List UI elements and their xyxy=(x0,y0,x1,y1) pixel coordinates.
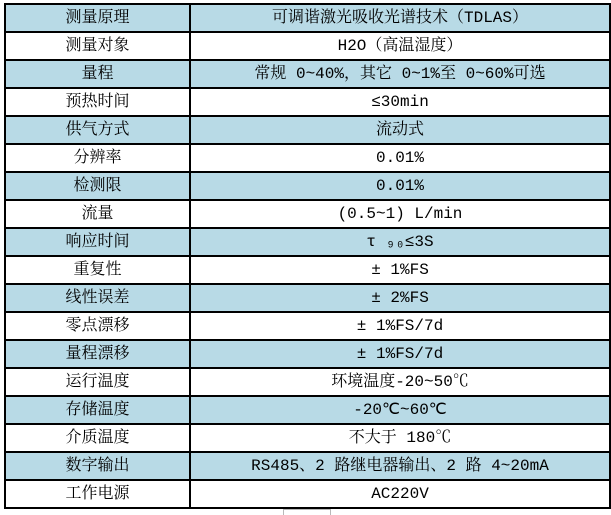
spec-value: -20℃~60℃ xyxy=(190,396,610,424)
table-row xyxy=(5,396,610,424)
spec-value: 不大于 180℃ xyxy=(190,424,610,452)
table-row xyxy=(5,32,610,60)
spec-label: 响应时间 xyxy=(5,228,190,256)
spec-value: ± 1%FS/7d xyxy=(190,340,610,368)
table-row xyxy=(5,144,610,172)
table-row xyxy=(5,480,610,508)
table-row xyxy=(5,284,610,312)
spec-value: ± 1%FS/7d xyxy=(190,312,610,340)
table-row xyxy=(5,452,610,480)
table-row xyxy=(5,256,610,284)
spec-value: RS485、2 路继电器输出、2 路 4~20mA xyxy=(190,452,610,480)
spec-value: 环境温度-20~50℃ xyxy=(190,368,610,396)
table-row xyxy=(5,312,610,340)
table-row xyxy=(5,424,610,452)
spec-label: 运行温度 xyxy=(5,368,190,396)
table-row xyxy=(5,116,610,144)
table-row xyxy=(5,88,610,116)
spec-value: τ ₉₀≤3S xyxy=(190,228,610,256)
spec-value: ± 1%FS xyxy=(190,256,610,284)
spec-value: 流动式 xyxy=(190,116,610,144)
table-row xyxy=(5,172,610,200)
table-row xyxy=(5,340,610,368)
spec-label: 零点漂移 xyxy=(5,312,190,340)
spec-value: H2O（高温湿度） xyxy=(190,32,610,60)
spec-value: (0.5~1) L/min xyxy=(190,200,610,228)
spec-label: 供气方式 xyxy=(5,116,190,144)
spec-label: 线性误差 xyxy=(5,284,190,312)
spec-label: 介质温度 xyxy=(5,424,190,452)
spec-value: 可调谐激光吸收光谱技术（TDLAS） xyxy=(190,4,610,32)
spec-value: AC220V xyxy=(190,480,610,508)
spec-label: 测量对象 xyxy=(5,32,190,60)
spec-value: 常规 0~40%，其它 0~1%至 0~60%可选 xyxy=(190,60,610,88)
table-row xyxy=(5,4,610,32)
bottom-edge-artifact xyxy=(283,509,331,515)
spec-label: 存储温度 xyxy=(5,396,190,424)
table-row xyxy=(5,200,610,228)
spec-label: 数字输出 xyxy=(5,452,190,480)
spec-label: 检测限 xyxy=(5,172,190,200)
spec-label: 流量 xyxy=(5,200,190,228)
table-row xyxy=(5,368,610,396)
spec-label: 重复性 xyxy=(5,256,190,284)
table-row xyxy=(5,60,610,88)
table-row xyxy=(5,228,610,256)
spec-table xyxy=(4,3,611,509)
spec-label: 量程漂移 xyxy=(5,340,190,368)
spec-value: 0.01% xyxy=(190,172,610,200)
spec-label: 工作电源 xyxy=(5,480,190,508)
spec-value: ≤30min xyxy=(190,88,610,116)
spec-value: 0.01% xyxy=(190,144,610,172)
spec-value: ± 2%FS xyxy=(190,284,610,312)
spec-label: 测量原理 xyxy=(5,4,190,32)
spec-label: 量程 xyxy=(5,60,190,88)
spec-label: 预热时间 xyxy=(5,88,190,116)
spec-label: 分辨率 xyxy=(5,144,190,172)
